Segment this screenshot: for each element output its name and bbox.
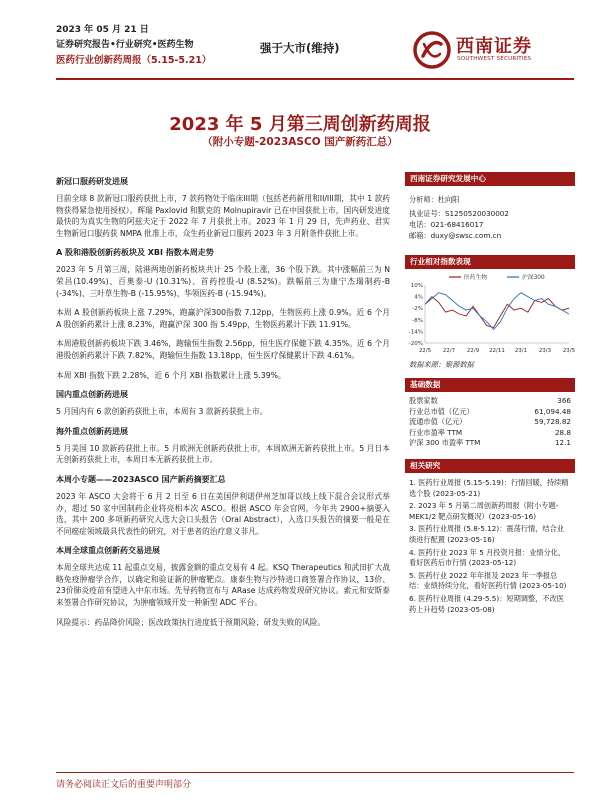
header-divider [56, 78, 574, 80]
section-paragraph: 本周 A 股创新药板块上涨 7.29%，跑赢沪深300指数 7.12pp，生物医药上涨 0.9%。近 6 个月 A 股创新药累计上涨 8.23%，跑赢沪深 300 指 5.49pp，生物医药累计下跌 11.91%。 [56, 308, 390, 329]
section-topic [56, 474, 390, 537]
section-heading: 新冠口服药研发进展 [56, 177, 128, 186]
basic-data-label: 沪深 300 市盈率 TTM [409, 438, 481, 448]
y-tick-label: -2% [412, 306, 423, 313]
page-title: 2023 年 5 月第三周创新药周报 [169, 114, 431, 135]
report-date: 2023 年 05 月 21 日 [56, 25, 149, 35]
chart-legend [449, 273, 545, 281]
logo-english-name: SOUTHWEST SECURITIES [457, 56, 532, 62]
risk-warning: 风险提示：药品降价风险；医改政策执行进度低于预期风险；研发失败的风险。 [56, 617, 326, 627]
x-tick-label: 22/11 [489, 348, 505, 354]
team-title: 西南证券研究发展中心 [405, 172, 575, 186]
report-series: 医药行业创新药周报（5.15-5.21） [56, 55, 212, 66]
basic-data-row [409, 396, 571, 407]
basic-data-table [405, 392, 575, 455]
analyst-phone: 电话：021-68416017 [409, 220, 484, 229]
basic-data-value: 12.1 [554, 438, 571, 448]
related-research-item[interactable]: 3. 医药行业周报 (5.8-5.12)：震荡行情，结合业绩进行配置 (2023-05-16) [409, 524, 564, 544]
section-paragraph: 本周 XBI 指数下跌 2.28%，近 6 个月 XBI 指数累计上涨 5.39%。 [56, 370, 286, 380]
basic-data-value: 61,094.48 [534, 406, 571, 416]
rating: 强于大市(维持) [260, 41, 340, 55]
related-research-list [405, 473, 575, 615]
basic-data-label: 股票家数 [409, 396, 438, 405]
basic-data-row [409, 407, 571, 418]
section-market [56, 247, 390, 381]
basic-data-row [409, 428, 571, 439]
chart-source: 数据来源：聚源数据 [409, 360, 474, 369]
related-research-item[interactable]: 6. 医药行业周报 (4.29-5.5)：短期调整，不改医药上升趋势 (2023-05-08) [409, 593, 564, 614]
company-logo [412, 28, 572, 74]
section-deals [56, 545, 390, 608]
analyst-info [405, 186, 575, 247]
related-research-title: 相关研究 [405, 459, 575, 473]
x-tick-label: 23/5 [562, 348, 575, 354]
page-subtitle: （附小专题-2023ASCO 国产新药汇总） [202, 136, 398, 148]
sidebar [405, 172, 575, 617]
section-domestic [56, 389, 390, 418]
section-paragraph: 目前全球 8 款新冠口服药获批上市，7 款药物处于临床III期（包括老药新用和II/III期，其中 1 款药物获得紧急使用授权）。辉瑞 Paxlovid 和默克的 Molnupiravir 已在中国获批上市，国内研发进度最快的为真实生物的阿兹夫定于 2022 年 7 月获批上市。2023 年 1 月 29 日，先声药业、君实生物新冠口服药获 NMPA 批准上市，众生药业新冠口服药 2023 年 3 月附条件获批上市。 [56, 194, 390, 238]
legend-label: 沪深300 [522, 275, 545, 281]
basic-data-title: 基础数据 [405, 378, 575, 392]
section-covid [56, 176, 390, 239]
y-tick-label: -8% [412, 317, 423, 324]
basic-data-value: 59,728.82 [534, 417, 571, 427]
related-research-item[interactable]: 2. 2023 年 5 月第二周创新药周报（附小专题-MEK1/2 靶点研发概况）(2023-05-16) [409, 501, 559, 521]
chart-lines [425, 293, 569, 330]
x-tick-label: 23/3 [538, 348, 552, 354]
y-tick-label: 10% [410, 283, 423, 289]
section-paragraph: 2023 年 ASCO 大会将于 6 月 2 日至 6 日在美国伊利诺伊州芝加哥以线上线下混合会议形式举办，超过 50 家中国制药企业将亮相本次 ASCO。根据 ASCO 年会官网，今年共 2900+摘要入选，其中 200 多项新药研究入选大会口头报告（Oral Abstract），入选口头报告的摘要一般是在不同癌症领域最具代表性的研究，对于患者的治疗意义非凡。 [56, 491, 390, 536]
basic-data-row [409, 417, 571, 428]
x-tick-label: 23/1 [514, 348, 528, 354]
related-research-item[interactable]: 1. 医药行业周报 (5.15-5.19)：行情回暖，持续精选个股 (2023-05-21) [409, 477, 569, 498]
section-heading: 国内重点创新药进展 [56, 390, 128, 400]
basic-data-value: 28.8 [554, 427, 571, 437]
y-tick-label: -14% [408, 329, 423, 336]
analyst-name: 分析师：杜向阳 [409, 195, 460, 204]
basic-data-label: 行业市盈率 TTM [409, 427, 463, 437]
x-axis [419, 343, 575, 354]
footer-divider [56, 772, 574, 773]
section-paragraph: 5 月美国 10 款新药获批上市。5 月欧洲无创新药获批上市，本周欧洲无新药获批上市。5 月日本无创新药获批上市，本周日本无新药获批上市。 [56, 443, 390, 465]
x-tick-label: 22/5 [418, 348, 432, 354]
related-research-item[interactable]: 4. 医药行业 2023 年 5 月投资月报：业绩分化，看好医药后市行情 (2023-05-12) [409, 547, 566, 568]
y-tick-label: 4% [414, 294, 423, 301]
footer-disclaimer: 请务必阅读正文后的重要声明部分 [56, 780, 192, 790]
report-body [56, 176, 390, 636]
report-type: 证券研究报告•行业研究•医药生物 [56, 40, 194, 50]
series-line [425, 293, 569, 330]
section-overseas [56, 426, 390, 466]
basic-data-value: 366 [557, 396, 571, 405]
section-paragraph: 本周全球共达成 11 起重点交易，披露金额的重点交易有 4 起。KSQ Therapeutics 和武田扩大战略免疫肿瘤学合作，以确定和验证新的肿瘤靶点。康泰生物与沙特进口商签署合作协议，13价、23价肺炎疫苗有望进入中东市场。先导药物宣布与 ARase 达成药物发现研究协议。索元和安斯泰来签署合作研究协议，为肿瘤领域开发一种新型 ADC 平台。 [56, 563, 390, 608]
basic-data-row [409, 438, 571, 449]
section-paragraph: 本周港股创新药板块下跌 3.46%，跑输恒生指数 2.56pp，恒生医疗保健下跌 4.35%。近 6 个月港股创新药累计下跌 7.82%，跑输恒生指数 13.18pp，恒生医疗保健累计下跌 4.61%。 [56, 339, 390, 360]
logo-mark-icon [412, 30, 452, 70]
analyst-email[interactable]: 邮箱：duxy@swsc.com.cn [409, 231, 502, 240]
x-tick-label: 22/7 [442, 348, 456, 354]
analyst-license: 执业证号：S1250520030002 [409, 209, 509, 218]
section-heading: 本周全球重点创新药交易进展 [56, 546, 160, 556]
y-axis [409, 283, 425, 347]
relative-index-chart [405, 271, 575, 357]
section-paragraph: 2023 年 5 月第三周，陆港两地创新药板块共计 25 个股上涨，36 个股下跌。其中涨幅前三为 N 荣昌(10.49%)、百奥泰-U (10.31%)、首药控股-U (8.52%)。跌幅前三为康宁杰瑞制药-B (-34%)、三叶草生物-B (-15.95%)、华领医药-B (-15.94%)。 [56, 265, 390, 298]
basic-data-label: 行业总市值（亿元） [409, 406, 474, 416]
section-heading: A 股和港股创新药板块及 XBI 指数本周走势 [56, 248, 214, 258]
section-heading: 海外重点创新药进展 [56, 426, 128, 436]
logo-name: 西南证券 [456, 36, 532, 57]
series-line [425, 297, 569, 328]
chart-title: 行业相对指数表现 [405, 255, 575, 269]
section-paragraph: 5 月国内有 6 款创新药获批上市，本周有 3 款新药获批上市。 [56, 407, 268, 417]
x-tick-label: 22/9 [466, 348, 480, 354]
legend-label: 医药生物 [464, 275, 488, 281]
related-research-item[interactable]: 5. 医药行业 2022 年年报及 2023 年一季报总结：业绩持续分化，看好医药行情 (2023-05-10) [409, 570, 567, 591]
basic-data-label: 流通市值（亿元） [409, 417, 467, 427]
section-heading: 本周小专题——2023ASCO 国产新药摘要汇总 [56, 474, 226, 484]
y-tick-label: -20% [408, 341, 423, 347]
